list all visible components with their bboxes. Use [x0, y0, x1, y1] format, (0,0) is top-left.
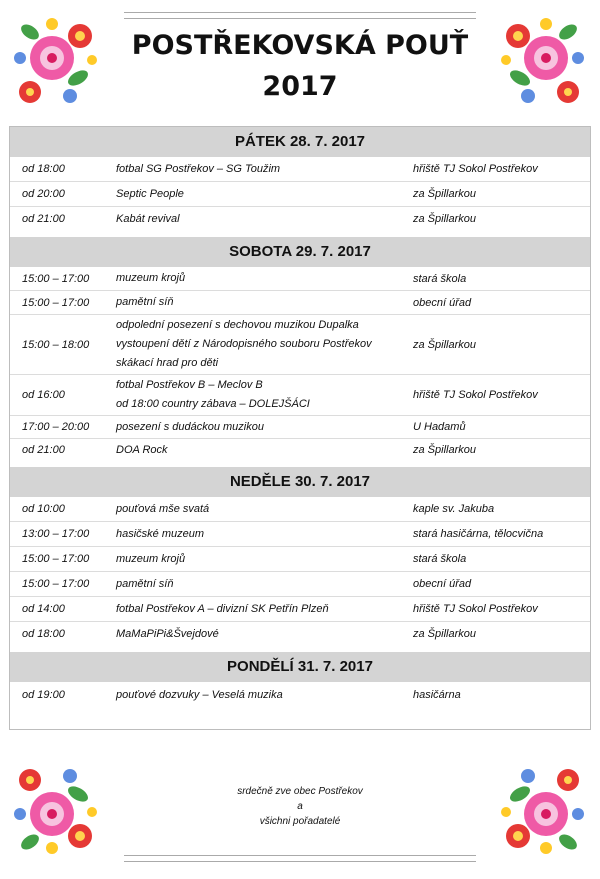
event-row: [10, 267, 590, 291]
event-name: muzeum krojů: [116, 272, 186, 284]
event-row: [10, 157, 590, 182]
event-place: U Hadamů: [413, 421, 466, 433]
event-time: od 10:00: [22, 503, 65, 515]
event-place: stará škola: [413, 272, 467, 285]
event-row: [10, 597, 590, 622]
event-time: 17:00 – 20:00: [22, 421, 90, 433]
footer-line-3: všichni pořadatelé: [259, 816, 341, 827]
event-time: 15:00 – 18:00: [22, 338, 90, 351]
event-row: [10, 416, 590, 439]
footer-line-2: a: [297, 801, 303, 812]
title-line-1: POSTŘEKOVSKÁ POUŤ: [131, 30, 469, 61]
day-header: SOBOTA 29. 7. 2017: [10, 237, 590, 267]
event-row: [10, 375, 590, 416]
event-time: 15:00 – 17:00: [22, 578, 90, 590]
event-name: fotbal SG Postřekov – SG Toužim: [116, 162, 281, 175]
event-name: pouťová mše svatá: [116, 502, 210, 515]
event-schedule: [9, 126, 591, 730]
event-row: [10, 315, 590, 375]
event-time: od 18:00: [22, 163, 65, 175]
event-name: posezení s dudáckou muzikou: [116, 420, 264, 433]
event-place: stará hasičárna, tělocvična: [413, 528, 544, 540]
event-place: hřiště TJ Sokol Postřekov: [413, 163, 538, 175]
day-section-saturday: [10, 237, 590, 467]
event-time: 15:00 – 17:00: [22, 296, 90, 309]
event-place: stará škola: [413, 553, 467, 565]
title-year: 2017: [262, 71, 338, 102]
day-header: PONDĚLÍ 31. 7. 2017: [10, 652, 590, 682]
flower-ornament-top-left: [12, 14, 98, 110]
event-name: Septic People: [116, 187, 184, 200]
event-place: hřiště TJ Sokol Postřekov: [413, 389, 538, 401]
flower-ornament-bottom-left: [12, 762, 98, 858]
event-time: 15:00 – 17:00: [22, 272, 90, 285]
event-place: obecní úřad: [413, 296, 472, 309]
day-section-sunday: [10, 467, 590, 652]
event-name: pamětní síň: [116, 577, 174, 590]
event-row: [10, 522, 590, 547]
event-name: DOA Rock: [116, 443, 168, 456]
event-row: [10, 547, 590, 572]
event-time: 15:00 – 17:00: [22, 553, 90, 565]
event-row: [10, 682, 590, 708]
event-name: pamětní síň: [116, 296, 174, 308]
event-row: [10, 439, 590, 461]
day-header: PÁTEK 28. 7. 2017: [10, 127, 590, 157]
event-time: od 18:00: [22, 628, 65, 640]
event-name: hasičské muzeum: [116, 527, 205, 540]
top-divider: [124, 12, 476, 19]
event-line: fotbal Postřekov B – Meclov B: [116, 379, 263, 391]
event-name: fotbal Postřekov A – divizní SK Petřín Plzeň: [116, 602, 329, 615]
event-row: [10, 182, 590, 207]
event-row: [10, 207, 590, 231]
event-time: 13:00 – 17:00: [22, 528, 90, 540]
event-name: pouťové dozvuky – Veselá muzika: [116, 688, 283, 701]
event-row: [10, 497, 590, 522]
event-time: od 19:00: [22, 689, 65, 701]
event-name: MaMaPiPi&Švejdové: [116, 627, 219, 640]
event-place: za Špillarkou: [413, 628, 476, 640]
event-row: [10, 622, 590, 646]
footer-line-1: srdečně zve obec Postřekov: [237, 786, 363, 797]
event-place: hřiště TJ Sokol Postřekov: [413, 603, 538, 615]
event-line: od 18:00 country zábava – DOLEJŠÁCI: [116, 398, 310, 410]
event-place: hasičárna: [413, 689, 461, 701]
event-line: odpolední posezení s dechovou muzikou Dupalka: [116, 319, 359, 331]
event-name: [116, 376, 413, 414]
event-line: vystoupení dětí z Národopisného souboru Postřekov: [116, 338, 372, 350]
flower-ornament-top-right: [500, 14, 586, 110]
event-row: [10, 572, 590, 597]
event-time: od 14:00: [22, 603, 65, 615]
event-time: od 21:00: [22, 213, 65, 225]
event-row: [10, 291, 590, 315]
event-place: za Špillarkou: [413, 213, 476, 225]
day-section-monday: [10, 652, 590, 708]
invitation-footer: [190, 784, 410, 829]
event-place: za Špillarkou: [413, 338, 476, 351]
flower-ornament-bottom-right: [500, 762, 586, 858]
event-name: muzeum krojů: [116, 552, 186, 565]
event-place: kaple sv. Jakuba: [413, 503, 495, 515]
event-time: od 20:00: [22, 188, 65, 200]
event-name: Kabát revival: [116, 212, 180, 225]
day-section-friday: [10, 127, 590, 237]
event-time: od 16:00: [22, 389, 65, 401]
event-place: za Špillarkou: [413, 444, 476, 456]
bottom-divider: [124, 855, 476, 862]
event-name: [116, 316, 413, 373]
day-header: NEDĚLE 30. 7. 2017: [10, 467, 590, 497]
event-time: od 21:00: [22, 444, 65, 456]
event-place: obecní úřad: [413, 578, 472, 590]
event-line: skákací hrad pro děti: [116, 357, 219, 369]
event-place: za Špillarkou: [413, 188, 476, 200]
